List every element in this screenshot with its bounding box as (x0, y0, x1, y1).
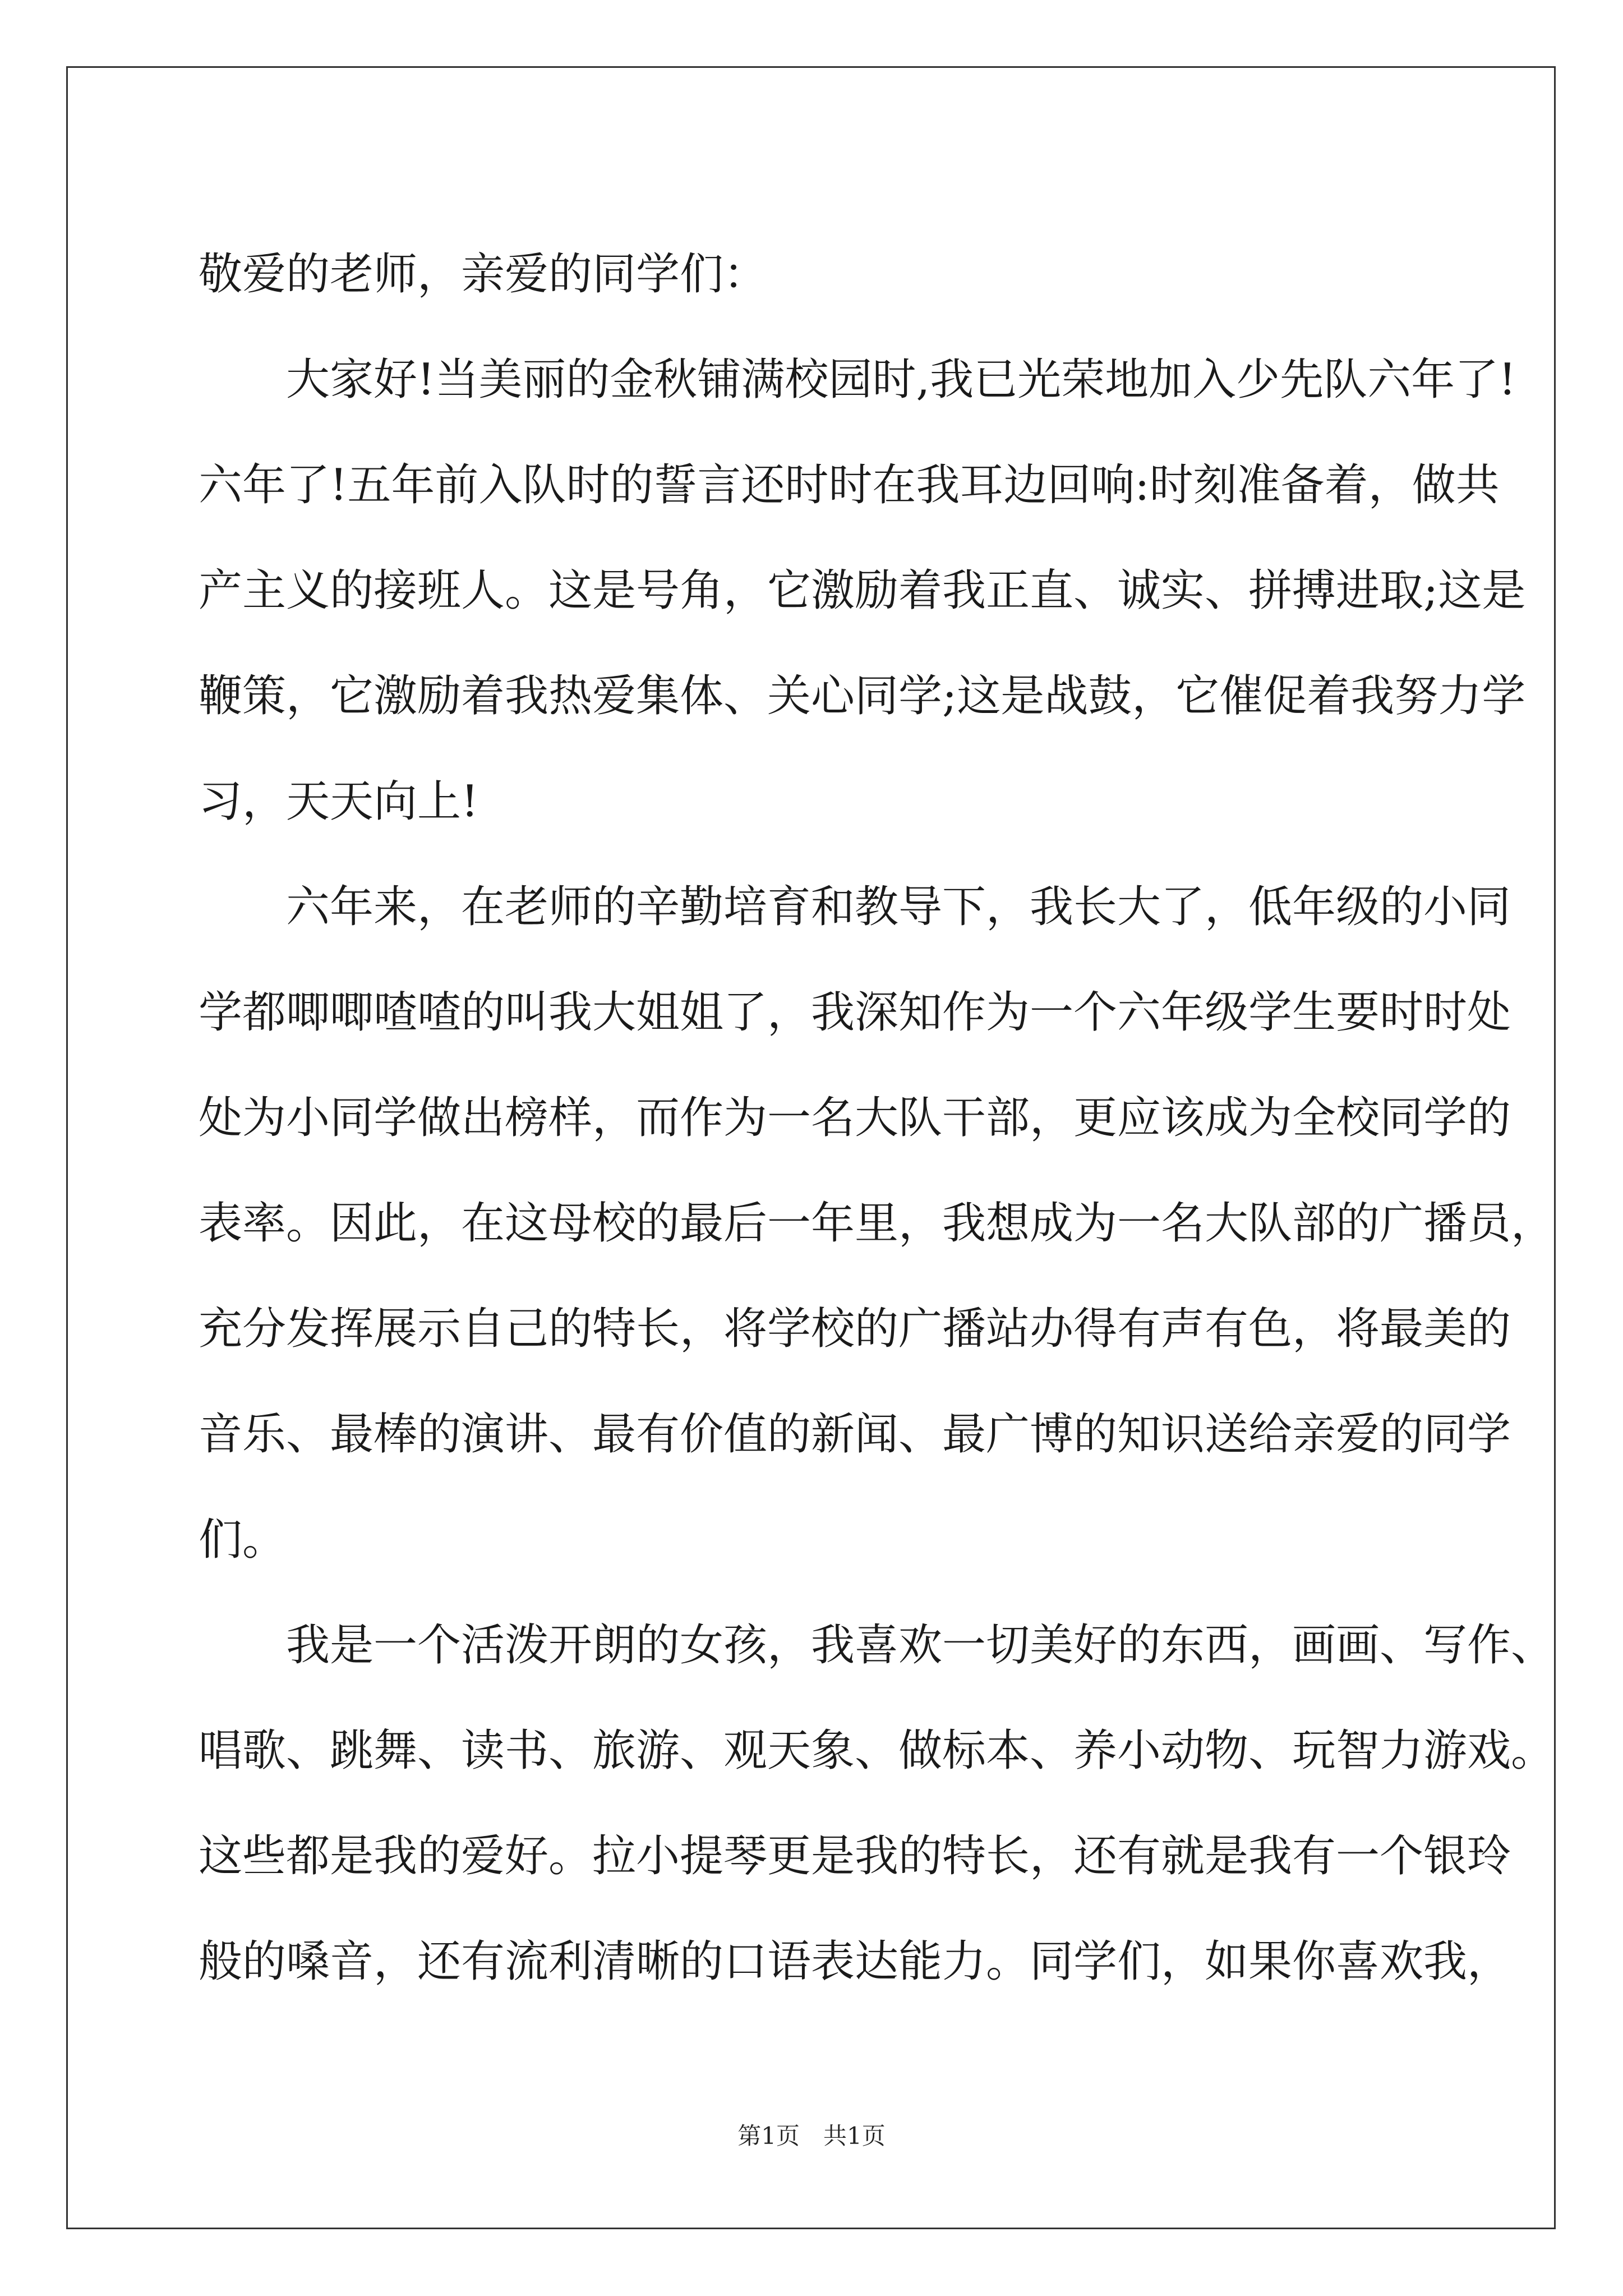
text-line: 处为小同学做出榜样，而作为一名大队干部，更应该成为全校同学的 (199, 1093, 1511, 1143)
text-line: 学都唧唧喳喳的叫我大姐姐了，我深知作为一个六年级学生要时时处 (199, 987, 1511, 1038)
text-line: 这些都是我的爱好。拉小提琴更是我的特长，还有就是我有一个银玲 (199, 1831, 1511, 1881)
text-line: 六年来，在老师的辛勤培育和教导下，我长大了，低年级的小同 (286, 882, 1511, 932)
text-line: 唱歌、跳舞、读书、旅游、观天象、做标本、养小动物、玩智力游戏。 (199, 1726, 1555, 1776)
text-line: 六年了!五年前入队时的誓言还时时在我耳边回响:时刻准备着，做共 (199, 460, 1500, 510)
page-footer: 第1页 共1页 (737, 2122, 886, 2150)
text-line: 产主义的接班人。这是号角，它激励着我正直、诚实、拼搏进取;这是 (199, 565, 1526, 616)
text-line: 音乐、最棒的演讲、最有价值的新闻、最广博的知识送给亲爱的同学 (199, 1409, 1511, 1460)
text-line: 们。 (199, 1515, 287, 1565)
text-line: 我是一个活泼开朗的女孩，我喜欢一切美好的东西，画画、写作、 (286, 1620, 1555, 1671)
text-line: 表率。因此，在这母校的最后一年里，我想成为一名大队部的广播员， (199, 1198, 1555, 1249)
text-line: 习，天天向上! (199, 776, 479, 827)
text-line: 敬爱的老师，亲爱的同学们： (199, 249, 768, 300)
document-body (199, 222, 1555, 2014)
text-line: 大家好!当美丽的金秋铺满校园时,我已光荣地加入少先队六年了! (286, 355, 1516, 405)
text-line: 充分发挥展示自己的特长，将学校的广播站办得有声有色，将最美的 (199, 1304, 1511, 1354)
text-line: 鞭策，它激励着我热爱集体、关心同学;这是战鼓，它催促着我努力学 (199, 671, 1526, 721)
text-line: 般的嗓音，还有流利清晰的口语表达能力。同学们，如果你喜欢我， (199, 1936, 1511, 1987)
